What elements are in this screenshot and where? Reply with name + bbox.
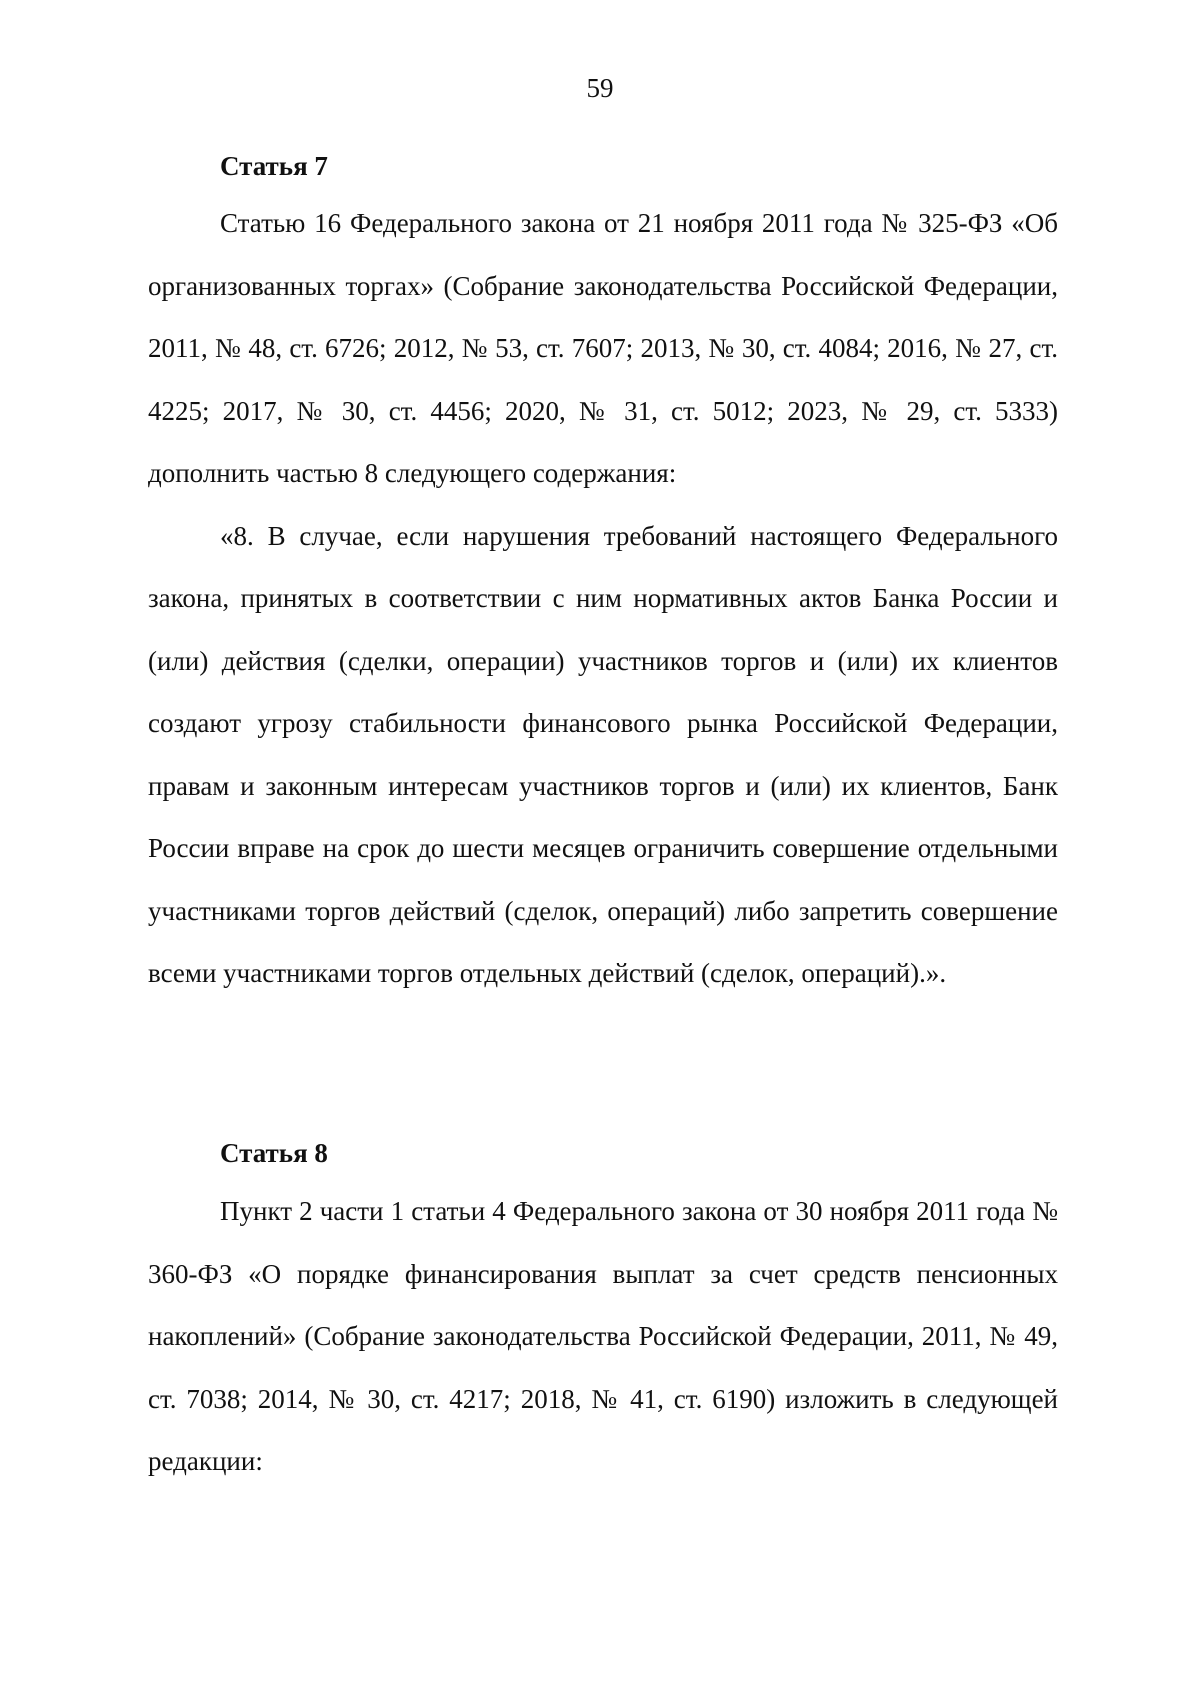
article-7-heading: Статья 7 [220, 151, 328, 181]
article-7-body [148, 192, 1058, 1005]
article-8-heading: Статья 8 [220, 1138, 328, 1168]
page-number: 59 [586, 73, 614, 103]
article-8-body [148, 1180, 1058, 1493]
article-7-paragraph-2: «8. В случае, если нарушения требований настоящего Федерального закона, принятых в соответствии с ним нормативных актов Банка России и (или) действия (сделки, операции) участников торгов и (или) их клиентов создают угрозу стабильности финансового рынка Российской Федерации, правам и законным интересам участников торгов и (или) их клиентов, Банк России вправе на срок до шести месяцев ограничить совершение отдельными участниками торгов действий (сделок, операций) либо запретить совершение всеми участниками торгов отдельных действий (сделок, операций).». [148, 520, 1058, 988]
article-8-paragraph-1: Пункт 2 части 1 статьи 4 Федерального закона от 30 ноября 2011 года № 360-ФЗ «О порядке финансирования выплат за счет средств пенсионных накоплений» (Собрание законодательства Российской Федерации, 2011, № 49, ст. 7038; 2014, № 30, ст. 4217; 2018, № 41, ст. 6190) изложить в следующей редакции: [148, 1196, 1058, 1476]
article-7-paragraph-1: Статью 16 Федерального закона от 21 ноября 2011 года № 325-ФЗ «Об организованных торгах» (Собрание законодательства Российской Федерации, 2011, № 48, ст. 6726; 2012, № 53, ст. 7607; 2013, № 30, ст. 4084; 2016, № 27, ст. 4225; 2017, № 30, ст. 4456; 2020, № 31, ст. 5012; 2023, № 29, ст. 5333) дополнить частью 8 следующего содержания: [148, 208, 1058, 488]
